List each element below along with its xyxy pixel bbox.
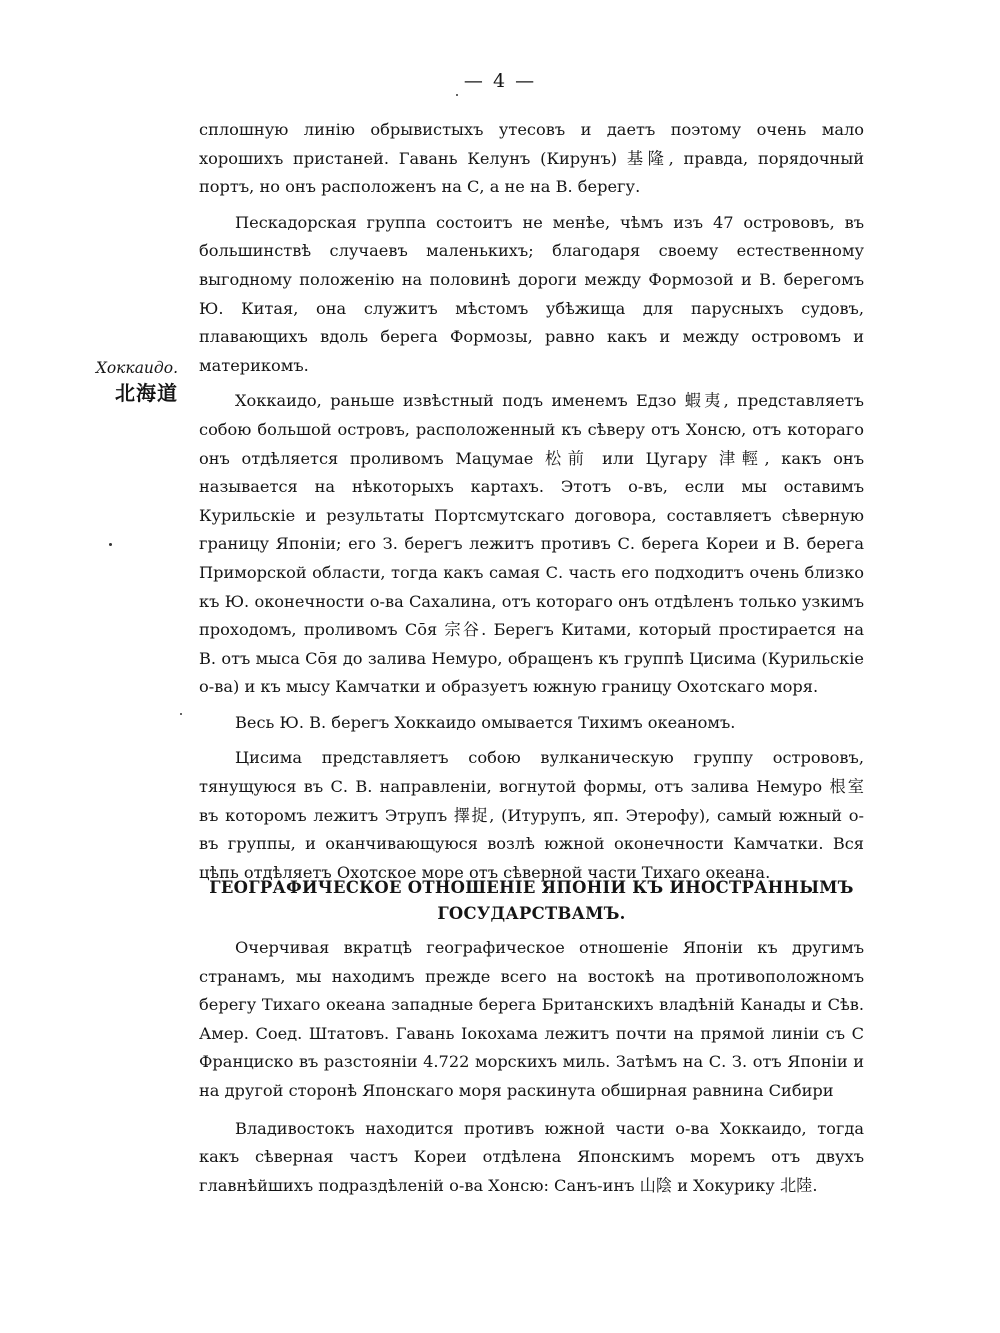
paragraph: Пескадорская группа состоитъ не менѣе, чѣмъ изъ 47 острововъ, въ большинствѣ случаевъ маленькихъ; благодаря своему естественному выгодному положенію на половинѣ дороги между Формозой и В. берегомъ Ю. Китая, она служитъ мѣстомъ убѣжища для парусныхъ судовъ, плавающихъ вдоль берега Формозы, равно какъ и между островомъ и материкомъ. <box>199 212 864 375</box>
scan-speck <box>109 543 112 546</box>
margin-note-kanji: 北海道 <box>115 381 178 405</box>
page-number: — 4 — <box>463 70 537 92</box>
scan-speck <box>180 713 182 715</box>
margin-note-title: Хоккаидо. <box>95 359 178 377</box>
paragraph: Весь Ю. В. берегъ Хоккаидо омывается Тихимъ океаномъ. <box>235 712 736 732</box>
margin-note <box>60 356 178 406</box>
paragraph: Очерчивая вкратцѣ географическое отношеніе Японіи къ другимъ странамъ, мы находимъ прежде всего на востокѣ на противоположномъ берегу Тихаго океана западные берега Британскихъ владѣній Канады и Сѣв. Амер. Соед. Штатовъ. Гавань Іокохама лежитъ почти на прямой линіи съ С Франциско въ разстояніи 4.722 морскихъ миль. Затѣмъ на С. З. отъ Японіи и на другой сторонѣ Японскаго моря раскинута обширная равнина Сибири <box>199 938 864 1100</box>
main-text-top <box>199 116 864 887</box>
paragraph: Владивостокъ находится противъ южной части о-ва Хоккаидо, тогда какъ сѣверная частъ Кореи отдѣлена Японскимъ моремъ отъ двухъ главнѣйшихъ подраздѣленій о-ва Хонсю: Санъ-инъ 山陰 и Хокурику 北陸. <box>199 1118 864 1195</box>
paragraph: Хоккаидо, раньше извѣстный подъ именемъ Едзо 蝦夷, представляетъ собою большой островъ, расположенный къ сѣверу отъ Хонсю, отъ котораго онъ отдѣляется проливомъ Мацумае 松前 или Цугару 津輕, какъ онъ называется на нѣкоторыхъ картахъ. Этотъ о-въ, если мы оставимъ Курильскіе и результаты Портсмутскаго договора, составляетъ сѣверную границу Японіи; его З. берегъ лежитъ противъ С. берега Кореи и В. берега Приморской области, тогда какъ самая С. часть его подходитъ очень близко къ Ю. оконечности о-ва Сахалина, отъ котораго онъ отдѣленъ только узкимъ проходомъ, проливомъ Сōя 宗谷. Берегъ Китами, который простирается на В. отъ мыса Сōя до залива Немуро, обращенъ къ группѣ Цисима (Курильскіе о-ва) и къ мысу Камчатки и образуетъ южную границу Охотскаго моря. <box>199 391 864 697</box>
paragraph: сплошную линію обрывистыхъ утесовъ и даетъ поэтому очень мало хорошихъ пристаней. Гавань Келунъ (Кирунъ) 基隆, правда, порядочный портъ, но онъ расположенъ на С, а не на В. берегу. <box>199 120 864 197</box>
scan-speck <box>456 94 458 96</box>
paragraph: Цисима представляетъ собою вулканическую группу острововъ, тянущуюся въ С. В. направленіи, вогнутой формы, отъ залива Немуро 根室 въ которомъ лежитъ Этрупъ 擇捉, (Итурупъ, яп. Этерофу), самый южный о-въ группы, и оканчивающуюся возлѣ южной оконечности Камчатки. Вся цѣпь отдѣляетъ Охотское море отъ сѣверной части Тихаго океана. <box>199 748 864 882</box>
main-text-bottom <box>199 934 864 1200</box>
section-heading: ГЕОГРАФИЧЕСКОЕ ОТНОШЕНІЕ ЯПОНІИ КЪ ИНОСТРАННЫМЪ ГОСУДАРСТВАМЪ. <box>209 878 854 923</box>
